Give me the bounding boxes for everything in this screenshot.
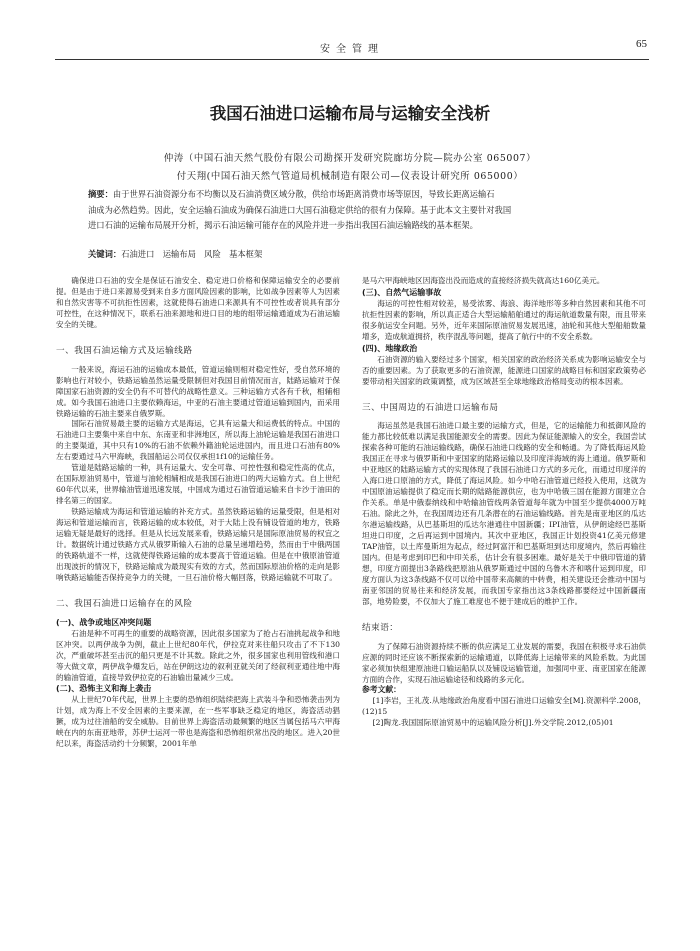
- section-heading-3: 三、中国周边的石油进口运输布局: [362, 402, 499, 413]
- abstract-line-3: 进口石油的运输布局展开分析，揭示石油运输可能存在的风险并进一步指出我国石油运输路线的基本框架。: [88, 220, 478, 230]
- reference-2: [2]陶龙.我国国际原油贸易中的运输风险分析[J].外交学院.2012,(05)01: [372, 718, 614, 728]
- subsection4-paragraph: 石油资源的输入要经过多个国家，相关国家的政治经济关系成为影响运输安全与否的重要因素。为了获取更多的石油资源，能源进口国家的战略目标和国家政策势必要带动相关国家的政策调整，成为区域甚至全球地缘政治格局变动的根本因素。: [362, 354, 646, 386]
- reference-1: [1]李岩，王礼茂.从地缘政治角度看中国石油进口运输安全[M].资源科学.2008，(12)15: [362, 696, 646, 717]
- keywords-label: 关键词：: [88, 249, 122, 259]
- section1-paragraph-1: 一般来说，海运石油的运输成本最低，管道运输则相对稳定性好，受自然环境的影响也行对较小，铁路运输虽然运量受限制但对我国目前情况而言，陆路运输对于保障国家石油资源的安全仍有不可替代的战略性意义。三种运输方式各有千秋，相辅相成。如今我国石油进口主要依赖海运，中亚的石油主要通过管道运输到国内，而采用铁路运输的石油主要来自俄罗斯。: [56, 364, 340, 418]
- subsection1-paragraph: 石油是种不可再生的重要的战略资源，因此很多国家为了抢占石油挑起战争和地区冲突。以两伊战争为例，截止上世纪80年代，伊拉克对来往船只攻击了不下130次，严重破坏甚至击沉的船只更是不计其数。除此之外，很多国家也利用管线和港口等大做文章，两伊战争爆发后，站在伊朗这边的叙利亚就关闭了经叙利亚通往地中海的输油管道，直接导致伊拉克的石油输出量减少三成。: [56, 628, 340, 682]
- keywords: [88, 248, 616, 260]
- continued-paragraph: 是马六甲海峡地区因海盗出没而造成的直接经济损失就高达160亿美元。: [362, 276, 605, 285]
- running-header: [55, 30, 649, 60]
- keywords-text: 石油进口 运输布局 风险 基本框架: [121, 249, 263, 259]
- subsection3-paragraph: 海运的可控性相对较差，易受浓雾、海浪、海洋地形等多种自然因素和其他不可抗拒性因素的影响，所以真正适合大型运输船舶通过的海运航道数量有限，而且带来很多航运安全问题。另外，近年来国际原油贸易发展迅速，油轮和其他大型船舶数量增多，造成航道拥挤，秩序混乱等问题，提高了航行中的不安全系数。: [362, 298, 646, 341]
- paper-title: 我国石油进口运输布局与运输安全浅析: [209, 104, 491, 123]
- left-column: [56, 276, 340, 750]
- section1-paragraph-4: 铁路运输成为海运和管道运输的补充方式。虽然铁路运输的运量受限，但是相对海运和管道运输而言，铁路运输的成本较低，对于大陆上没有铺设管道的地方，铁路运输无疑是最好的选择。但是从长远发展来看，铁路运输只是国际原油贸易的权宜之计。数据统计通过铁路方式从俄罗斯输入石油的总量呈递增趋势，然而由于中俄两国的铁路轨道不一样，这就使得铁路运输的成本要高于管道运输。但是在中俄原油管道出现波折的情况下，铁路运输成为最现实有效的方式，然而国际原油价格的走向是影响铁路运输能否保持竞争力的关键，一旦石油价格大幅回落，铁路运输就不可取了。: [56, 507, 340, 582]
- abstract-line-1: 摘要：由于世界石油资源分布不均衡以及石油消费区域分散，供给市场距离消费市场等原因，导致长距离运输石: [88, 189, 495, 199]
- right-column: [362, 276, 646, 729]
- abstract-line-2: 油成为必然趋势。因此，安全运输石油成为确保石油进口大国石油稳定供给的很有力保障。基于此本文主要针对我国: [88, 204, 512, 215]
- references-heading: 参考文献：: [362, 685, 401, 695]
- subsection-heading-3: (三)、自然气运输事故: [362, 287, 442, 297]
- author-affiliation-2: 付天翔(中国石油天然气管道局机械制造有限公司—仪表设计研究所 065000）: [176, 171, 524, 182]
- section1-paragraph-2: 国际石油贸易最主要的运输方式是海运，它具有运量大和运费低的特点。中国的石油进口主要集中来自中东、东南亚和非洲地区，所以海上油轮运输是我国石油进口的主要渠道，其中只有10%的石油不依赖外籍油轮运进国内，而且进口石油有80%左右要通过马六甲海峡，我国船运公司仅仅承担1f10的运输任务。: [56, 419, 340, 462]
- section3-paragraph: 海运虽然是我国石油进口最主要的运输方式，但是，它的运输能力和抵御风险的能力都比较低难以满足我国能源安全的需要。因此为保证能源输入的安全，我国尝试探索各种可能的石油运输线路，确保石油进口线路的安全和畅通。为了降低海运风险我国正在寻求与俄罗斯和中亚国家的陆路运输以及印度洋海域的海上通道。俄罗斯和中亚地区的陆路运输方式的实现体现了我国石油进口方式的多元化，而通过印度洋的入海口进口原油的方式，降低了海运风险。如今中哈石油管道已经投入使用，这就为中国原油运输提供了稳定而长期的陆路能源供应，也为中哈俄三国在能源方面建立合作关系。单是中俄泰纳线和中哈输油管线两条管道每年就为中国至少提供4000万吨石油。除此之外，在我国周边还有几条潜在的石油运输线路。首先是南亚地区的瓜达尔港运输线路，从巴基斯坦的瓜达尔港通往中国新疆；IPI油管，从伊朗途经巴基斯坦进口印度，之后再运到中国境内。其次中亚地区，我国正计划投资41亿美元修建TAP油管，以土库曼斯坦为起点，经过阿富汗和巴基斯坦到达印度境内，然后再输往国内。但是考虑到印巴和中印关系，估计会有很多困难。最好是关于中俄印管道的猜想，印度方面提出3条路线把原油从俄罗斯通过中国的乌鲁木齐和喀什运到印度，印度方面认为这3条线路不仅可以给中国带来高额的中转费，相关建设还会推动中国与南亚邻国的贸易往来和经济发展，而我国专家指出这3条线路都要经过中国新疆南部，地势险要，不仅加大了施工难度也不便于建成后的维护工作。: [362, 421, 646, 606]
- subsection2-paragraph: 从上世纪70年代起，世界上主要的恐怖组织陆续把海上武装斗争和恐怖袭击列为计划，成为海上不安全因素的主要来源，在一些军事缺乏稳定的地区，海盗活动猖獗，成为过往油船的安全威胁。目前世界上海盗活动最频繁的地区当属包括马六甲海峡在内的东南亚地带，苏伊士运河一带也是海盗和恐怖组织常出没的地区。进入20世纪以来，海盗活动约十分频繁，2001年单: [56, 695, 340, 749]
- section-heading-1: 一、我国石油运输方式及运输线路: [56, 345, 193, 356]
- conclusion-paragraph: 为了保障石油资源持续不断的供应满足工业发展的需要，我国在积极寻求石油供应源的同时还应该不断探索新的运输通道，以降低海上运输带来的风险系数。为此国家必须加快组建原油进口输运船队以及铺设运输管道，加强同中亚、南亚国家在能源方面的合作，实现石油运输途径和线路的多元化。: [362, 641, 646, 684]
- section-heading-2: 二、我国石油进口运输存在的风险: [56, 598, 193, 609]
- subsection-heading-4: (四)、地缘政治: [362, 343, 418, 353]
- conclusion-heading: 结束语：: [362, 622, 399, 633]
- subsection-heading-2: (二)、恐怖主义和海上袭击: [56, 684, 152, 694]
- intro-paragraph: 确保进口石油的安全是保证石油安全、稳定进口价格和保障运输安全的必要前提。但是由于进口来源易受到来自多方面风险因素的影响，比如战争因素等人为因素和自然灾害等不可抗拒性因素，这就使得石油进口来源具有不可控性或者说具有部分可控性，在这种情况下，联系石油来源地和进口目的地的组带运输通道成为石油运输安全的关键。: [56, 276, 340, 329]
- page-number: 65: [636, 38, 647, 50]
- subsection-heading-1: (一)、战争或地区冲突问题: [56, 617, 152, 627]
- journal-name: 安全管理: [320, 44, 384, 55]
- author-affiliation-1: 仲涛（中国石油天然气股份有限公司勘探开发研究院廊坊分院—院办公室 065007）: [163, 153, 537, 164]
- abstract: [88, 187, 616, 234]
- abstract-label: 摘要：: [88, 189, 113, 199]
- section1-paragraph-3: 管道是陆路运输的一种，具有运量大、安全可靠、可控性强和稳定性高的优点，在国际原油贸易中，管道与油轮相辅相成是我国石油进口的两大运输方式。自上世纪60年代以来，世界输油管道迅速发展，中国成为通过石油管道运输来自卡沙于油田的排名第三的国家。: [56, 463, 340, 506]
